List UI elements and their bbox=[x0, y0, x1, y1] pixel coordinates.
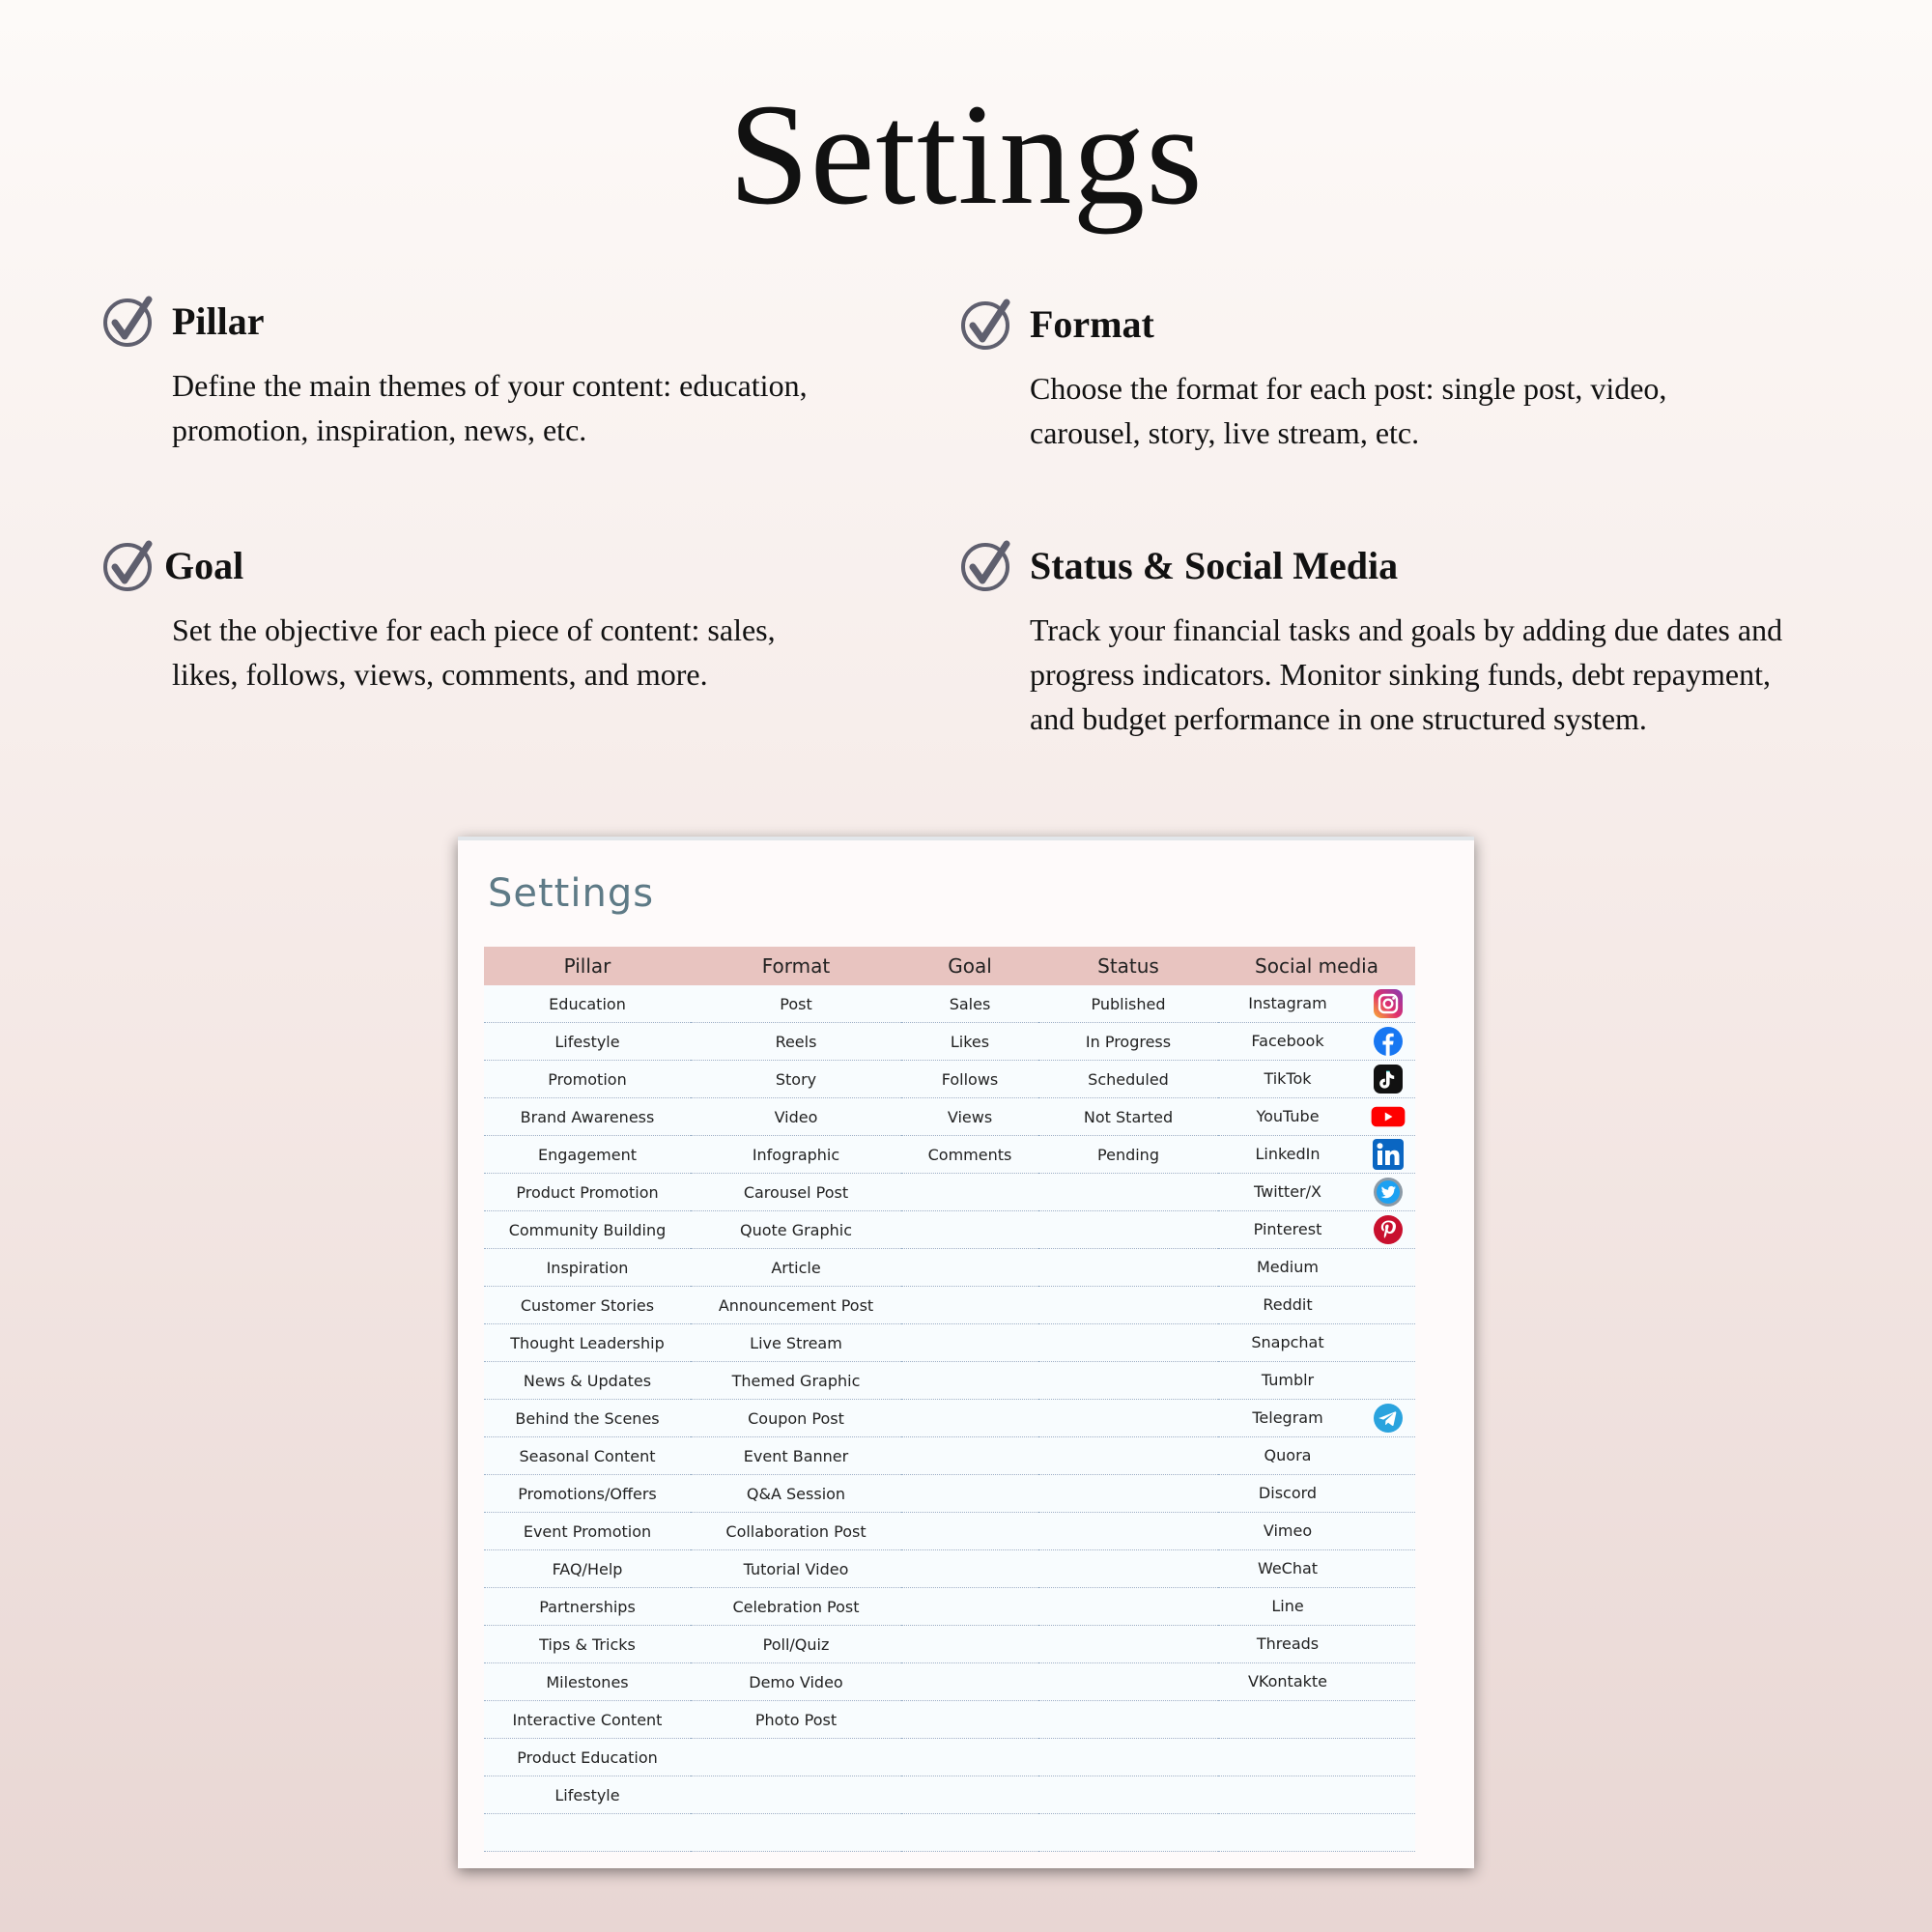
status-cell[interactable] bbox=[1038, 1814, 1218, 1852]
table-row bbox=[484, 1626, 1415, 1663]
status-cell[interactable] bbox=[1038, 1626, 1218, 1663]
format-cell[interactable]: Story bbox=[691, 1061, 901, 1098]
format-cell[interactable]: Post bbox=[691, 985, 901, 1023]
social-media-label: Threads bbox=[1256, 1634, 1320, 1653]
social-media-label: Medium bbox=[1257, 1258, 1319, 1276]
instagram-icon bbox=[1371, 988, 1406, 1019]
column-header-goal[interactable]: Goal bbox=[901, 947, 1038, 985]
social-media-label: Telegram bbox=[1252, 1408, 1323, 1427]
goal-cell[interactable]: Follows bbox=[901, 1061, 1038, 1098]
format-cell[interactable]: Demo Video bbox=[691, 1663, 901, 1701]
pillar-cell[interactable]: Product Education bbox=[484, 1739, 691, 1776]
table-row bbox=[484, 1437, 1415, 1475]
goal-cell[interactable]: Likes bbox=[901, 1023, 1038, 1061]
format-cell[interactable]: Poll/Quiz bbox=[691, 1626, 901, 1663]
feature-description bbox=[172, 608, 895, 696]
goal-cell[interactable] bbox=[901, 1513, 1038, 1550]
checkmark-icon bbox=[102, 538, 156, 592]
status-cell[interactable] bbox=[1038, 1362, 1218, 1400]
format-cell[interactable] bbox=[691, 1739, 901, 1776]
pillar-cell[interactable]: Lifestyle bbox=[484, 1776, 691, 1814]
social-media-cell[interactable] bbox=[1218, 1739, 1415, 1776]
status-cell[interactable] bbox=[1038, 1324, 1218, 1362]
social-media-cell[interactable] bbox=[1218, 1211, 1415, 1249]
status-cell[interactable]: Published bbox=[1038, 985, 1218, 1023]
format-cell[interactable]: Infographic bbox=[691, 1136, 901, 1174]
feature-desc-line: Set the objective for each piece of content: sales, bbox=[172, 612, 776, 647]
youtube-icon bbox=[1371, 1101, 1406, 1132]
social-media-cell[interactable] bbox=[1218, 1776, 1415, 1814]
feature-format bbox=[960, 295, 1752, 455]
social-media-cell[interactable] bbox=[1218, 1550, 1415, 1588]
pillar-cell[interactable]: Product Promotion bbox=[484, 1174, 691, 1211]
goal-cell[interactable]: Sales bbox=[901, 985, 1038, 1023]
tiktok-icon bbox=[1371, 1064, 1406, 1094]
status-cell[interactable]: In Progress bbox=[1038, 1023, 1218, 1061]
format-cell[interactable]: Q&A Session bbox=[691, 1475, 901, 1513]
social-media-cell[interactable] bbox=[1218, 1663, 1415, 1701]
social-media-cell[interactable] bbox=[1218, 1061, 1415, 1098]
social-media-cell[interactable] bbox=[1218, 1400, 1415, 1437]
pillar-cell[interactable]: Interactive Content bbox=[484, 1701, 691, 1739]
status-cell[interactable] bbox=[1038, 1437, 1218, 1475]
pinterest-icon bbox=[1371, 1214, 1406, 1245]
checkmark-icon bbox=[960, 297, 1014, 351]
checkmark-icon bbox=[102, 294, 156, 348]
social-media-cell[interactable] bbox=[1218, 1249, 1415, 1287]
social-media-cell[interactable] bbox=[1218, 1475, 1415, 1513]
table-header-row bbox=[484, 947, 1415, 985]
pillar-cell[interactable]: Promotion bbox=[484, 1061, 691, 1098]
social-media-label: Snapchat bbox=[1251, 1333, 1324, 1351]
page-title: Settings bbox=[728, 74, 1204, 235]
table-row bbox=[484, 1023, 1415, 1061]
social-media-cell[interactable] bbox=[1218, 1174, 1415, 1211]
goal-cell[interactable] bbox=[901, 1776, 1038, 1814]
goal-cell[interactable] bbox=[901, 1249, 1038, 1287]
pillar-cell[interactable]: Brand Awareness bbox=[484, 1098, 691, 1136]
pillar-cell[interactable]: Milestones bbox=[484, 1663, 691, 1701]
social-media-cell[interactable] bbox=[1218, 1136, 1415, 1174]
status-cell[interactable] bbox=[1038, 1776, 1218, 1814]
pillar-cell[interactable]: Lifestyle bbox=[484, 1023, 691, 1061]
table-row bbox=[484, 1814, 1415, 1852]
goal-cell[interactable] bbox=[901, 1739, 1038, 1776]
social-media-cell[interactable] bbox=[1218, 1287, 1415, 1324]
pillar-cell[interactable]: Event Promotion bbox=[484, 1513, 691, 1550]
status-cell[interactable] bbox=[1038, 1513, 1218, 1550]
table-row bbox=[484, 985, 1415, 1023]
social-media-label: WeChat bbox=[1257, 1559, 1319, 1577]
goal-cell[interactable] bbox=[901, 1211, 1038, 1249]
pillar-cell[interactable]: Engagement bbox=[484, 1136, 691, 1174]
pillar-cell[interactable]: News & Updates bbox=[484, 1362, 691, 1400]
table-row bbox=[484, 1174, 1415, 1211]
checkmark-icon bbox=[960, 538, 1014, 592]
social-media-label: Instagram bbox=[1248, 994, 1327, 1012]
goal-cell[interactable]: Comments bbox=[901, 1136, 1038, 1174]
pillar-cell[interactable]: Community Building bbox=[484, 1211, 691, 1249]
goal-cell[interactable] bbox=[901, 1437, 1038, 1475]
table-row bbox=[484, 1136, 1415, 1174]
table-row bbox=[484, 1098, 1415, 1136]
social-media-cell[interactable] bbox=[1218, 1513, 1415, 1550]
format-cell[interactable]: Article bbox=[691, 1249, 901, 1287]
feature-title: Format bbox=[1030, 301, 1154, 346]
table-row bbox=[484, 1550, 1415, 1588]
pillar-cell[interactable]: Seasonal Content bbox=[484, 1437, 691, 1475]
format-cell[interactable]: Photo Post bbox=[691, 1701, 901, 1739]
pillar-cell[interactable]: Customer Stories bbox=[484, 1287, 691, 1324]
social-media-label: Twitter/X bbox=[1254, 1182, 1321, 1201]
social-media-cell[interactable] bbox=[1218, 1814, 1415, 1852]
format-cell[interactable]: Coupon Post bbox=[691, 1400, 901, 1437]
pillar-cell[interactable]: Inspiration bbox=[484, 1249, 691, 1287]
format-cell[interactable]: Collaboration Post bbox=[691, 1513, 901, 1550]
format-cell[interactable]: Reels bbox=[691, 1023, 901, 1061]
goal-cell[interactable] bbox=[901, 1475, 1038, 1513]
social-media-cell[interactable] bbox=[1218, 985, 1415, 1023]
table-row bbox=[484, 1061, 1415, 1098]
format-cell[interactable]: Carousel Post bbox=[691, 1174, 901, 1211]
social-media-cell[interactable] bbox=[1218, 1437, 1415, 1475]
format-cell[interactable]: Video bbox=[691, 1098, 901, 1136]
settings-table bbox=[484, 947, 1415, 1852]
goal-cell[interactable] bbox=[901, 1174, 1038, 1211]
goal-cell[interactable] bbox=[901, 1324, 1038, 1362]
format-cell[interactable]: Event Banner bbox=[691, 1437, 901, 1475]
goal-cell[interactable] bbox=[901, 1626, 1038, 1663]
twitter-icon bbox=[1371, 1177, 1406, 1208]
table-row bbox=[484, 1588, 1415, 1626]
social-media-cell[interactable] bbox=[1218, 1362, 1415, 1400]
status-cell[interactable] bbox=[1038, 1249, 1218, 1287]
social-media-label: Quora bbox=[1264, 1446, 1312, 1464]
pillar-cell[interactable]: Thought Leadership bbox=[484, 1324, 691, 1362]
goal-cell[interactable] bbox=[901, 1701, 1038, 1739]
format-cell[interactable]: Announcement Post bbox=[691, 1287, 901, 1324]
pillar-cell[interactable]: FAQ/Help bbox=[484, 1550, 691, 1588]
feature-description bbox=[172, 363, 895, 452]
goal-cell[interactable] bbox=[901, 1814, 1038, 1852]
format-cell[interactable]: Quote Graphic bbox=[691, 1211, 901, 1249]
social-media-cell[interactable] bbox=[1218, 1098, 1415, 1136]
table-row bbox=[484, 1400, 1415, 1437]
status-cell[interactable] bbox=[1038, 1550, 1218, 1588]
goal-cell[interactable] bbox=[901, 1663, 1038, 1701]
status-cell[interactable] bbox=[1038, 1287, 1218, 1324]
table-row bbox=[484, 1701, 1415, 1739]
feature-desc-line: progress indicators. Monitor sinking funds, debt repayment, bbox=[1030, 657, 1771, 692]
feature-title: Pillar bbox=[172, 298, 265, 343]
status-cell[interactable] bbox=[1038, 1174, 1218, 1211]
format-cell[interactable]: Tutorial Video bbox=[691, 1550, 901, 1588]
social-media-cell[interactable] bbox=[1218, 1023, 1415, 1061]
social-media-label: Line bbox=[1271, 1597, 1304, 1615]
format-cell[interactable]: Themed Graphic bbox=[691, 1362, 901, 1400]
feature-desc-line: and budget performance in one structured system. bbox=[1030, 701, 1647, 736]
goal-cell[interactable]: Views bbox=[901, 1098, 1038, 1136]
table-row bbox=[484, 1776, 1415, 1814]
feature-desc-line: promotion, inspiration, news, etc. bbox=[172, 412, 587, 447]
sheet-top-border bbox=[458, 837, 1474, 840]
feature-description bbox=[1030, 608, 1868, 741]
status-cell[interactable]: Scheduled bbox=[1038, 1061, 1218, 1098]
status-cell[interactable] bbox=[1038, 1663, 1218, 1701]
settings-sheet-preview bbox=[458, 837, 1474, 1868]
table-row bbox=[484, 1739, 1415, 1776]
table-row bbox=[484, 1475, 1415, 1513]
social-media-label: Facebook bbox=[1251, 1032, 1324, 1050]
status-cell[interactable] bbox=[1038, 1475, 1218, 1513]
goal-cell[interactable] bbox=[901, 1550, 1038, 1588]
social-media-label: LinkedIn bbox=[1255, 1145, 1321, 1163]
column-header-format[interactable]: Format bbox=[691, 947, 901, 985]
social-media-label: Vimeo bbox=[1263, 1521, 1313, 1540]
feature-title: Status & Social Media bbox=[1030, 543, 1399, 587]
status-cell[interactable] bbox=[1038, 1588, 1218, 1626]
status-cell[interactable] bbox=[1038, 1400, 1218, 1437]
feature-desc-line: likes, follows, views, comments, and more. bbox=[172, 657, 708, 692]
column-header-pillar[interactable]: Pillar bbox=[484, 947, 691, 985]
pillar-cell[interactable]: Tips & Tricks bbox=[484, 1626, 691, 1663]
table-row bbox=[484, 1663, 1415, 1701]
format-cell[interactable]: Celebration Post bbox=[691, 1588, 901, 1626]
social-media-label: Discord bbox=[1258, 1484, 1318, 1502]
status-cell[interactable]: Not Started bbox=[1038, 1098, 1218, 1136]
feature-pillar bbox=[102, 292, 895, 452]
pillar-cell[interactable]: Behind the Scenes bbox=[484, 1400, 691, 1437]
table-row bbox=[484, 1211, 1415, 1249]
status-cell[interactable] bbox=[1038, 1211, 1218, 1249]
social-media-label: VKontakte bbox=[1247, 1672, 1328, 1690]
telegram-icon bbox=[1371, 1403, 1406, 1434]
social-media-label: TikTok bbox=[1264, 1069, 1312, 1088]
feature-title: Goal bbox=[164, 543, 244, 587]
social-media-cell[interactable] bbox=[1218, 1588, 1415, 1626]
feature-desc-line: carousel, story, live stream, etc. bbox=[1030, 415, 1420, 450]
status-cell[interactable] bbox=[1038, 1739, 1218, 1776]
goal-cell[interactable] bbox=[901, 1362, 1038, 1400]
social-media-label: Pinterest bbox=[1253, 1220, 1322, 1238]
social-media-label: Tumblr bbox=[1261, 1371, 1315, 1389]
status-cell[interactable]: Pending bbox=[1038, 1136, 1218, 1174]
feature-desc-line: Define the main themes of your content: education, bbox=[172, 368, 808, 403]
social-media-label: YouTube bbox=[1256, 1107, 1320, 1125]
table-row bbox=[484, 1513, 1415, 1550]
social-media-label: Reddit bbox=[1263, 1295, 1313, 1314]
feature-goal bbox=[102, 536, 895, 696]
pillar-cell[interactable]: Education bbox=[484, 985, 691, 1023]
facebook-icon bbox=[1371, 1026, 1406, 1057]
format-cell[interactable] bbox=[691, 1814, 901, 1852]
pillar-cell[interactable]: Partnerships bbox=[484, 1588, 691, 1626]
status-cell[interactable] bbox=[1038, 1701, 1218, 1739]
goal-cell[interactable] bbox=[901, 1400, 1038, 1437]
goal-cell[interactable] bbox=[901, 1287, 1038, 1324]
column-header-status[interactable]: Status bbox=[1038, 947, 1218, 985]
feature-desc-line: Choose the format for each post: single post, video, bbox=[1030, 371, 1667, 406]
social-media-cell[interactable] bbox=[1218, 1324, 1415, 1362]
sheet-title: Settings bbox=[488, 871, 655, 916]
goal-cell[interactable] bbox=[901, 1588, 1038, 1626]
feature-desc-line: Track your financial tasks and goals by adding due dates and bbox=[1030, 612, 1783, 647]
feature-description bbox=[1030, 366, 1752, 455]
format-cell[interactable] bbox=[691, 1776, 901, 1814]
column-header-social-media[interactable]: Social media bbox=[1218, 947, 1415, 985]
table-row bbox=[484, 1249, 1415, 1287]
pillar-cell[interactable] bbox=[484, 1814, 691, 1852]
table-row bbox=[484, 1287, 1415, 1324]
feature-status-social bbox=[960, 536, 1868, 741]
social-media-cell[interactable] bbox=[1218, 1701, 1415, 1739]
table-row bbox=[484, 1324, 1415, 1362]
table-row bbox=[484, 1362, 1415, 1400]
linkedin-icon bbox=[1371, 1139, 1406, 1170]
pillar-cell[interactable]: Promotions/Offers bbox=[484, 1475, 691, 1513]
format-cell[interactable]: Live Stream bbox=[691, 1324, 901, 1362]
social-media-cell[interactable] bbox=[1218, 1626, 1415, 1663]
